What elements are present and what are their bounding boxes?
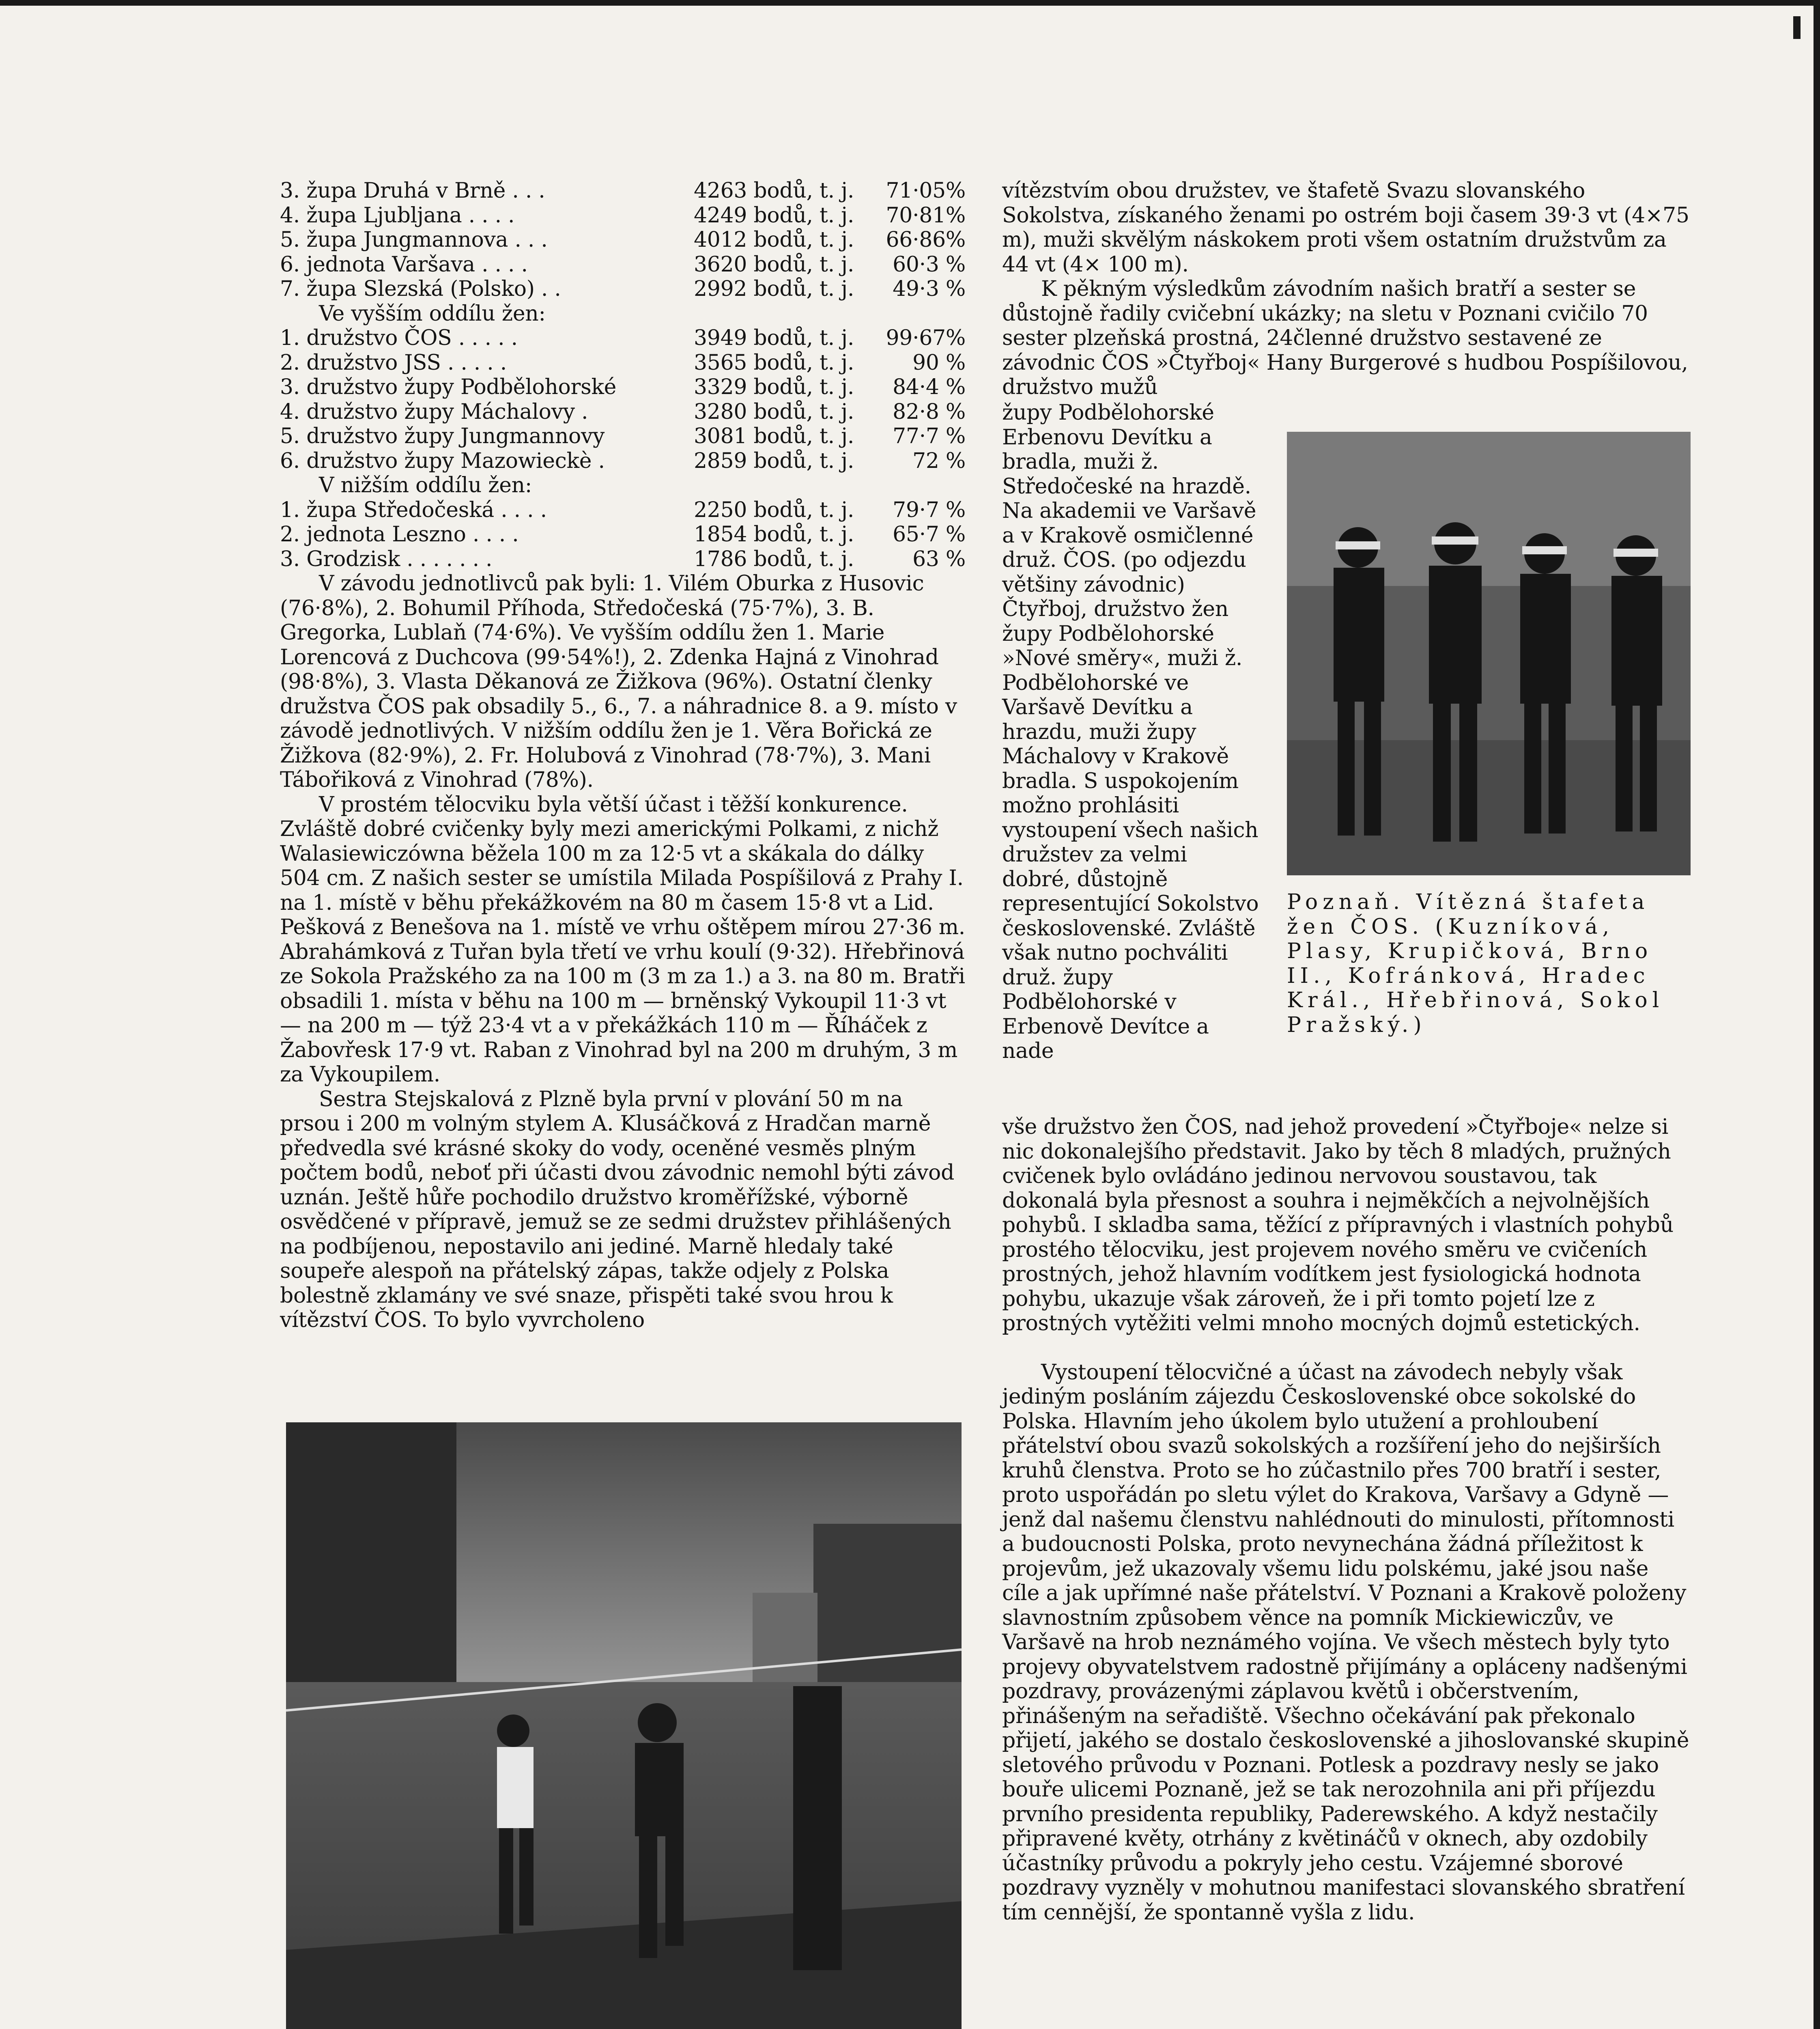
table-row: 2. družstvo JSS . . . . . 3565 bodů, t. j. 90 %	[280, 350, 966, 375]
table-row: 3. družstvo župy Podbělohorské 3329 bodů, t. j. 84·4 %	[280, 375, 966, 399]
photo-relay-team	[1287, 432, 1691, 875]
right-column-wrapped-text	[1002, 401, 1262, 1064]
results-table-upper	[280, 179, 966, 302]
paragraph-swimming: Sestra Stejskalová z Plzně byla první v plování 50 m na prsou i 200 m volným stylem A. Klusáčková z Hradčan marně předvedla své krásné skoky do vody, oceněné vesměs plným počtem bodů, neboť při účasti dvou závodnic nemohl býti závod uznán. Ještě hůře pochodilo družstvo kroměřížské, výborně osvědčené v přípravě, jemuž se ze sedmi družstev přihlášených na podbíjenou, nepostavilo ani jediné. Marně hledaly také soupeře alespoň na přátelský zápas, takže odjely z Polska bolestně zklamány ve své snaze, přispěti také svou hrou k vítězství ČOS. To bylo vyvrcholeno	[280, 1087, 955, 1332]
paragraph-individual-results: V závodu jednotlivců pak byli: 1. Vilém Oburka z Husovic (76·8%), 2. Bohumil Příhoda, Středočeská (75·7%), 3. B. Gregorka, Lublaň (74·6%). Ve vyšším oddílu žen 1. Marie Lorencová z Duchcova (99·54%!), 2. Zdenka Hajná z Vinohrad (98·8%), 3. Vlasta Děkanová ze Žižkova (96%). Ostatní členky družstva ČOS pak obsadily 5., 6., 7. a náhradnice 8. a 9. místo v závodě jednotlivých. V nižším oddílu žen je 1. Věra Bořická ze Žižkova (82·9%), 2. Fr. Holubová z Vinohrad (78·7%), 3. Mani Tábořiková z Vinohrad (78%).	[280, 571, 957, 792]
right-column-top	[1002, 179, 1692, 400]
paragraph-relay-victory: vítězstvím obou družstev, ve štafetě Svazu slovanského Sokolstva, získaného ženami po ostrém boji časem 39·3 vt (4×75 m), muži skvělým náskokem proti všem ostatním družstvům za 44 vt (4× 100 m).	[1002, 179, 1689, 277]
results-table-lower-women	[280, 498, 966, 572]
paragraph-czech-women-team: vše družstvo žen ČOS, nad jehož provedení »Čtyřboje« nelze si nic dokonalejšího představit. Jako by těch 8 mladých, pružných cvičenek bylo ovládáno jedinou nervovou soustavou, tak dokonalá byla přesnost a souhra i nejměkčích a nejvolnějších pohybů. I skladba sama, těžící z přípravných i vlastních pohybů prostého tělocviku, jest projevem nového směru ve cvičeních prostných, jehož hlavním vodítkem jest fysiologická hodnota pohybu, ukazuje však zároveň, že i při tomto pojetí lze z prostných vytěžiti velmi mnoho mocných dojmů estetických.	[1002, 1115, 1674, 1335]
paragraph-exercise-demos: K pěkným výsledkům závodním našich bratří a sester se důstojně řadily cvičební ukázky; na sletu v Poznani cvičilo 70 sester plzeňská prostná, 24členné družstvo sestavené ze závodnic ČOS »Čtyřboj« Hany Burgerové s hudbou Pospíšilovou, družstvo mužů	[1002, 277, 1688, 399]
scan-border-top	[0, 0, 1820, 6]
table-row: 3. Grodzisk . . . . . . . 1786 bodů, t. j. 63 %	[280, 547, 966, 571]
scan-corner-mark	[1793, 16, 1801, 39]
higher-women-heading: Ve vyšším oddílu žen:	[319, 301, 546, 326]
table-row: 6. družstvo župy Mazowieckè . 2859 bodů, t. j. 72 %	[280, 448, 966, 473]
table-row: 3. župa Druhá v Brně . . . 4263 bodů, t. j. 71·05%	[280, 179, 966, 203]
paragraph-academy-performances: župy Podbělohorské Erbenovu Devítku a bradla, muži ž. Středočeské na hrazdě. Na akademii ve Varšavě a v Krakově osmičlenné druž. ČOS. (po odjezdu většiny závodnic) Čtyřboj, družstvo žen župy Podbělohorské »Nové směry«, muži ž. Podbělohorské ve Varšavě Devítku a hrazdu, muži župy Máchalovy v Krakově bradla. S uspokojením možno prohlásiti vystoupení všech našich družstev za velmi dobré, důstojně representující Sokolstvo československé. Zvláště však nutno pochváliti druž. župy Podbělohorské v Erbenově Devítce a nade	[1002, 401, 1259, 1063]
table-row: 2. jednota Leszno . . . . 1854 bodů, t. j. 65·7 %	[280, 522, 966, 547]
scan-border-right	[1814, 0, 1820, 2029]
lower-women-heading: V nižším oddílu žen:	[319, 473, 532, 498]
right-column-bottom	[1002, 1115, 1692, 1925]
table-row: 7. župa Slezská (Polsko) . . 2992 bodů, t. j. 49·3 %	[280, 277, 966, 301]
photo-race-finish	[286, 1422, 962, 2029]
paragraph-free-gymnastics: V prostém tělocviku byla větší účast i těžší konkurence. Zvláště dobré cvičenky byly mezi americkými Polkami, z nichž Walasiewiczówna běžela 100 m za 12·5 vt a skákala do dálky 504 cm. Z našich sester se umístila Milada Pospíšilová z Prahy I. na 1. místě v běhu překážkovém na 80 m časem 15·8 vt a Lid. Pešková z Benešova na 1. místě ve vrhu oštěpem mírou 27·36 m. Abrahámková z Tuřan byla třetí ve vrhu koulí (9·32). Hřebřinová ze Sokola Pražského za na 100 m (3 m za 1.) a 3. na 80 m. Bratři obsadili 1. místa v běhu na 100 m — brněnský Vykoupil 11·3 vt — na 200 m — týž 23·4 vt a v překážkách 110 m — Říháček z Žabovřesk 17·9 vt. Raban z Vinohrad byl na 200 m druhým, 3 m za Vykoupilem.	[280, 792, 965, 1087]
table-row: 1. župa Středočeská . . . . 2250 bodů, t. j. 79·7 %	[280, 498, 966, 522]
table-row: 5. družstvo župy Jungmannovy 3081 bodů, t. j. 77·7 %	[280, 424, 966, 448]
table-row: 4. družstvo župy Máchalovy . 3280 bodů, t. j. 82·8 %	[280, 399, 966, 424]
table-row: 1. družstvo ČOS . . . . . 3949 bodů, t. j. 99·67%	[280, 326, 966, 350]
caption-relay: Poznaň. Vítězná štafeta žen ČOS. (Kuzníková, Plasy, Krupičková, Brno II., Kofránková, Hradec Král., Hřebřinová, Sokol Pražský.)	[1287, 890, 1664, 1037]
results-table-higher-women	[280, 326, 966, 473]
left-column	[280, 179, 966, 1333]
table-row: 4. župa Ljubljana . . . . 4249 bodů, t. j. 70·81%	[280, 203, 966, 228]
table-row: 5. župa Jungmannova . . . 4012 bodů, t. j. 66·86%	[280, 228, 966, 252]
paragraph-trip-purpose: Vystoupení tělocvičné a účast na závodech nebyly však jediným posláním zájezdu Československé obce sokolské do Polska. Hlavním jeho úkolem bylo utužení a prohloubení přátelství obou svazů sokolských a rozšíření jeho do nejširších kruhů členstva. Proto se ho zúčastnilo přes 700 bratří i sester, proto uspořádán po sletu výlet do Krakova, Varšavy a Gdyně — jenž dal našemu členstvu nahlédnouti do minulosti, přítomnosti a budoucnosti Polska, proto nevynechána žádná příležitost k projevům, jež ukazovaly všemu lidu polskému, jaké jsou naše cíle a jak upřímné naše přátelství. V Poznani a Krakově položeny slavnostním způsobem věnce na pomník Mickiewiczův, ve Varšavě na hrob neznámého vojína. Ve všech městech byly tyto projevy obyvatelstvem radostně přijímány a opláceny nadšenými pozdravy, provázenými záplavou květů i občerstvením, přinášeným na seřadiště. Všechno očekávání pak překonalo přijetí, jakého se dostalo československé a jihoslovanské skupině sletového průvodu v Poznani. Potlesk a pozdravy nesly se jako bouře ulicemi Poznaně, jež se tak nerozohnila ani při příjezdu prvního presidenta republiky, Paderewského. A když nestačily připravené květy, otrhány z květináčů v oknech, aby ozdobily účastníky průvodu a pokryly jeho cestu. Vzájemné sborové pozdravy vyzněly v mohutnou manifestaci slovanského sbratření tím cennější, že spontanně vyšla z lidu.	[1002, 1360, 1689, 1925]
table-row: 6. jednota Varšava . . . . 3620 bodů, t. j. 60·3 %	[280, 252, 966, 277]
